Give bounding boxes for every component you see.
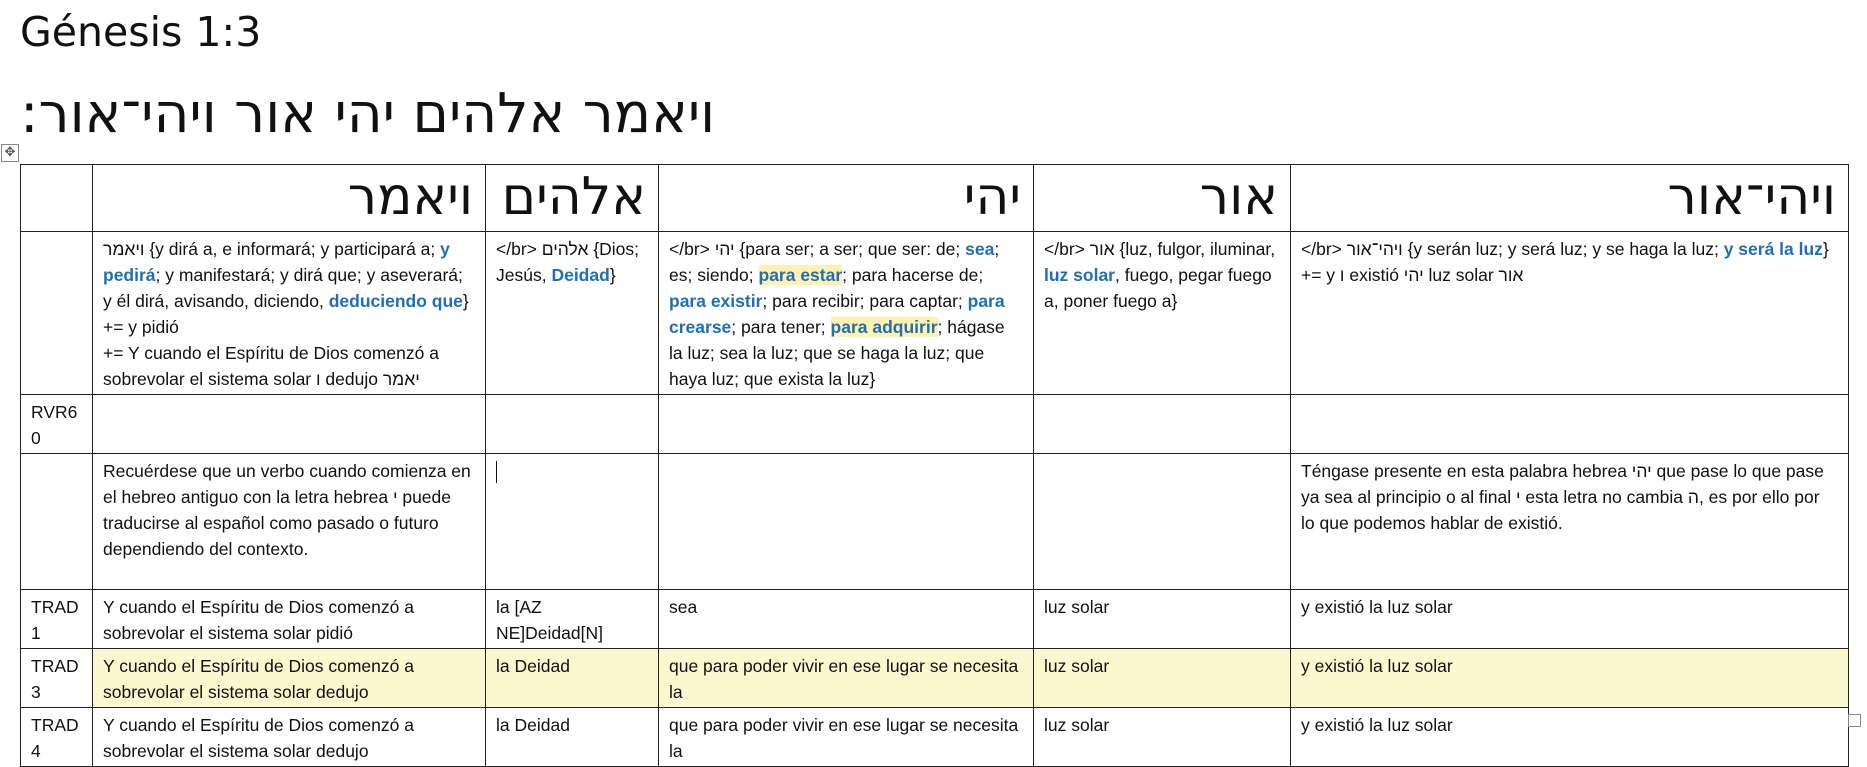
translation-row-1: [21, 590, 1849, 649]
def-highlight: y pedirá: [103, 239, 450, 285]
def-text: ; para hacerse de;: [842, 265, 984, 285]
translation-label: TRAD 4: [21, 708, 93, 767]
def-text: }: [609, 265, 616, 285]
header-label-cell: [21, 165, 93, 232]
translation-row-4: [21, 708, 1849, 767]
definition-cell-4[interactable]: [1034, 232, 1291, 395]
header-word-1: ויאמר: [93, 165, 486, 232]
definition-cell-1[interactable]: [93, 232, 486, 395]
translation-label: TRAD 1: [21, 590, 93, 649]
def-text: ; hágase la luz; sea la luz; que se haga la luz; que haya luz; que exista la luz}: [669, 317, 1005, 389]
rvr-cell-5[interactable]: [1291, 395, 1849, 454]
note-cell-1[interactable]: Recuérdese que un verbo cuando comienza en el hebreo antiguo con la letra hebrea י puede traducirse al español como pasado o futuro dependiendo del contexto.: [93, 454, 486, 590]
hebrew-verse: [20, 78, 715, 148]
text-cursor: [496, 461, 497, 483]
translation-cell[interactable]: la Deidad: [486, 649, 659, 708]
def-highlight: y será la luz: [1723, 239, 1823, 259]
translation-cell[interactable]: sea: [659, 590, 1034, 649]
def-line: += y ו existió יהי luz solar אור: [1301, 265, 1524, 285]
translation-row-3: [21, 649, 1849, 708]
def-text: ; es; siendo;: [669, 239, 1000, 285]
table-resize-handle[interactable]: [1848, 714, 1861, 727]
def-text: ; para tener;: [731, 317, 831, 337]
translation-cell[interactable]: y existió la luz solar: [1291, 649, 1849, 708]
translation-cell[interactable]: luz solar: [1034, 649, 1291, 708]
def-word: ויאמר: [103, 239, 145, 259]
definition-label-cell: [21, 232, 93, 395]
translation-cell[interactable]: Y cuando el Espíritu de Dios comenzó a sobrevolar el sistema solar dedujo: [93, 649, 486, 708]
rvr-cell-2[interactable]: [486, 395, 659, 454]
def-highlight: luz solar: [1044, 265, 1115, 285]
def-highlight: Deidad: [551, 265, 610, 285]
def-highlight: para adquirir: [830, 317, 938, 337]
translation-cell[interactable]: la Deidad: [486, 708, 659, 767]
rvr-cell-4[interactable]: [1034, 395, 1291, 454]
note-cell-4[interactable]: [1034, 454, 1291, 590]
def-highlight: sea: [965, 239, 995, 259]
rvr-cell-3[interactable]: [659, 395, 1034, 454]
rvr-row: [21, 395, 1849, 454]
page-title: Génesis 1:3: [20, 8, 262, 56]
definition-cell-3[interactable]: [659, 232, 1034, 395]
header-word-4: אור: [1034, 165, 1291, 232]
table-move-handle-icon[interactable]: ✥: [1, 144, 19, 162]
definition-cell-5[interactable]: [1291, 232, 1849, 395]
def-text: </br> אור {luz, fulgor, iluminar,: [1044, 239, 1276, 259]
def-line: += y pidió: [103, 317, 179, 337]
def-text: }: [462, 291, 469, 311]
def-text: </br> ויהי־אור {y serán luz; y será luz; y se haga la luz;: [1301, 239, 1724, 259]
def-highlight: deduciendo que: [328, 291, 463, 311]
header-row: [21, 165, 1849, 232]
def-text: </br> יהי {para ser; a ser; que ser: de;: [669, 239, 966, 259]
header-word-5: ויהי־אור: [1291, 165, 1849, 232]
def-text: }: [1822, 239, 1829, 259]
translation-cell[interactable]: Y cuando el Espíritu de Dios comenzó a sobrevolar el sistema solar dedujo: [93, 708, 486, 767]
def-highlight: para crearse: [669, 291, 1005, 337]
note-cell-3[interactable]: [659, 454, 1034, 590]
notes-row: [21, 454, 1849, 590]
def-highlight: para existir: [669, 291, 763, 311]
translation-cell[interactable]: la [AZ NE]Deidad[N]: [486, 590, 659, 649]
translation-cell[interactable]: Y cuando el Espíritu de Dios comenzó a sobrevolar el sistema solar pidió: [93, 590, 486, 649]
header-word-3: יהי: [659, 165, 1034, 232]
translation-cell[interactable]: que para poder vivir en ese lugar se necesita la: [659, 649, 1034, 708]
translation-cell[interactable]: y existió la luz solar: [1291, 590, 1849, 649]
def-highlight: para estar: [758, 265, 843, 285]
notes-label-cell: [21, 454, 93, 590]
header-word-2: אלהים: [486, 165, 659, 232]
def-text: , fuego, pegar fuego a, poner fuego a}: [1044, 265, 1272, 311]
def-text: {y dirá a, e informará; y participará a;: [144, 239, 441, 259]
translation-cell[interactable]: luz solar: [1034, 708, 1291, 767]
translation-cell[interactable]: y existió la luz solar: [1291, 708, 1849, 767]
def-text: </br> אלהים {Dios; Jesús,: [496, 239, 640, 285]
definition-row: [21, 232, 1849, 395]
rvr-cell-1[interactable]: [93, 395, 486, 454]
def-text: ; para recibir; para captar;: [762, 291, 968, 311]
def-text: ; y manifestará; y dirá que; y aseverará; y él dirá, avisando, diciendo,: [103, 265, 463, 311]
translation-cell[interactable]: que para poder vivir en ese lugar se necesita la: [659, 708, 1034, 767]
translation-label: TRAD 3: [21, 649, 93, 708]
word-table: [20, 164, 1849, 767]
rvr-label: RVR60: [21, 395, 93, 454]
note-cell-5[interactable]: Téngase presente en esta palabra hebrea יהי que pase lo que pase ya sea al principio o al final י esta letra no cambia ה, es por ello por lo que podemos hablar de existió.: [1291, 454, 1849, 590]
verse-text: ויאמר אלהים יהי אור ויהי־אור:: [20, 81, 716, 145]
note-cell-2[interactable]: [486, 454, 659, 590]
translation-cell[interactable]: luz solar: [1034, 590, 1291, 649]
definition-cell-2[interactable]: [486, 232, 659, 395]
def-line: += Y cuando el Espíritu de Dios comenzó a sobrevolar el sistema solar ו dedujo יאמר: [103, 343, 439, 389]
